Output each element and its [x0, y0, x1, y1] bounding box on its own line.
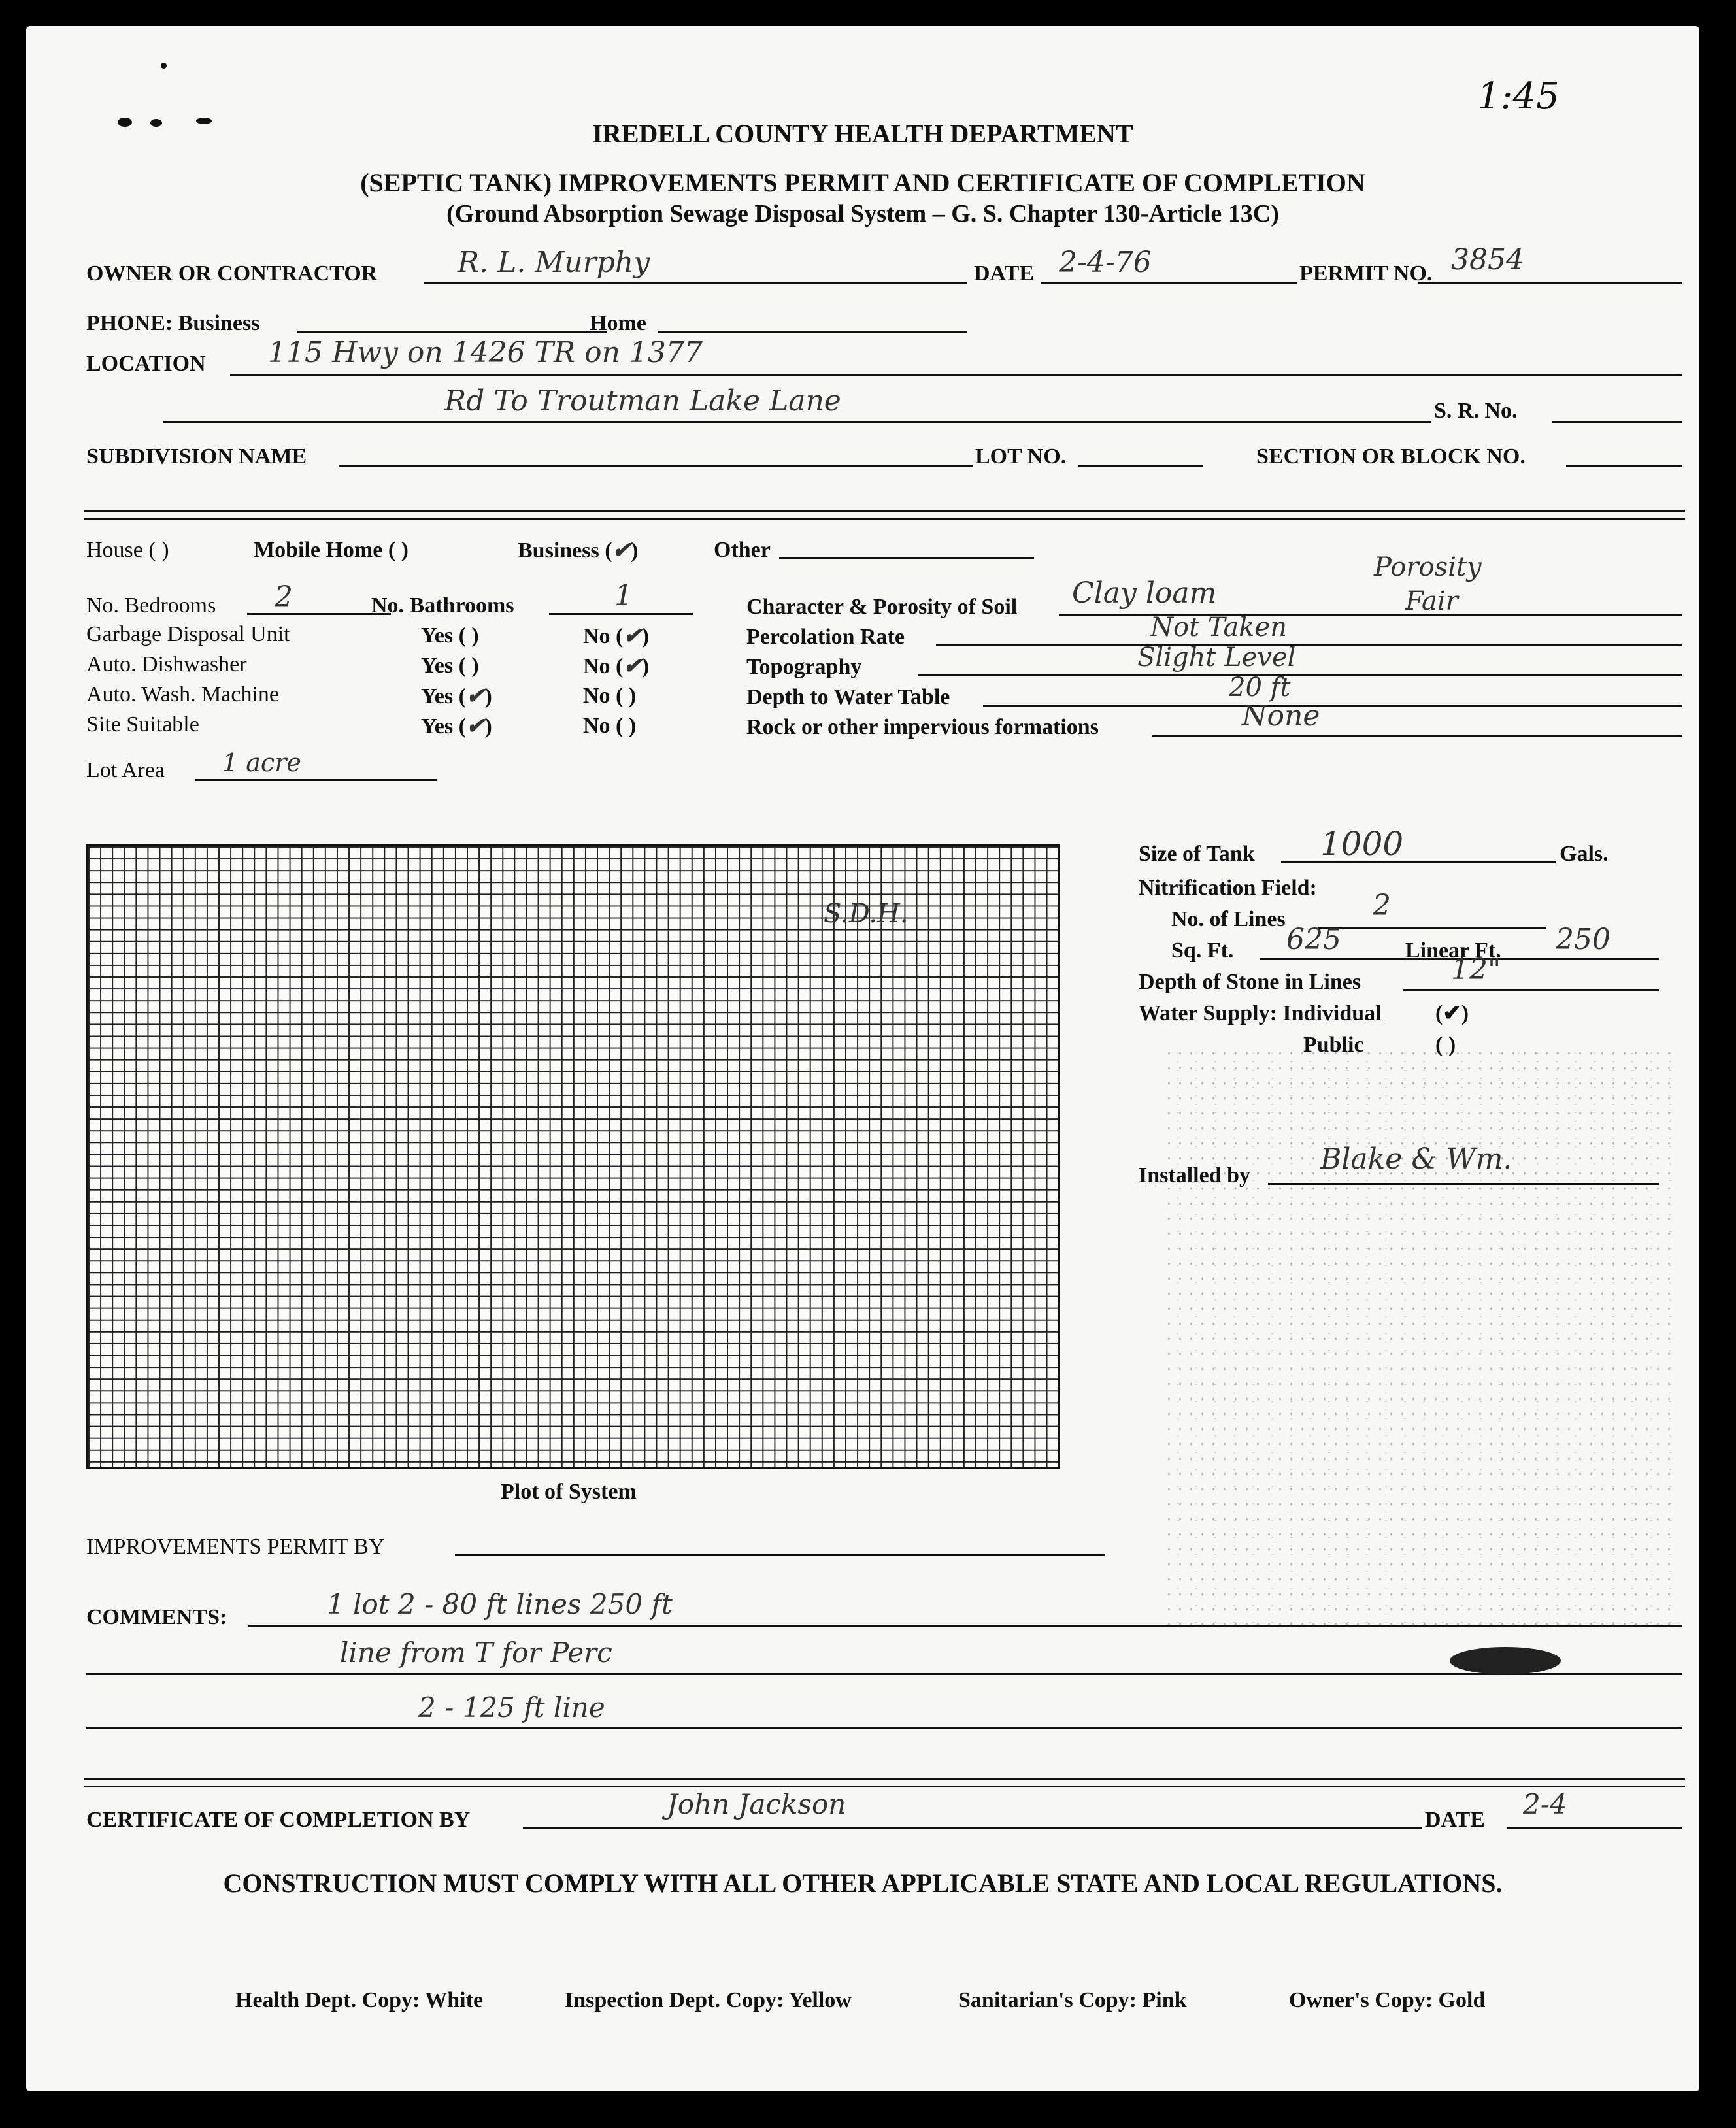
- bedrooms-line: [247, 613, 391, 615]
- certificate-label: CERTIFICATE OF COMPLETION BY: [86, 1808, 471, 1832]
- dishwasher-label: Auto. Dishwasher: [86, 652, 247, 676]
- percolation-label: Percolation Rate: [746, 625, 905, 649]
- washer-label: Auto. Wash. Machine: [86, 682, 280, 707]
- subdivision-label: SUBDIVISION NAME: [86, 444, 307, 469]
- washer-no[interactable]: No ( ): [583, 684, 637, 708]
- section-line[interactable]: [1566, 465, 1682, 467]
- ink-blot: [1450, 1647, 1561, 1674]
- porosity-note: Porosity: [1374, 552, 1482, 582]
- nitrification-label: Nitrification Field:: [1139, 876, 1317, 900]
- site-yes-close: ): [484, 714, 492, 739]
- comments-label: COMMENTS:: [86, 1605, 227, 1629]
- other-line[interactable]: [779, 557, 1034, 559]
- section-label: SECTION OR BLOCK NO.: [1256, 444, 1526, 469]
- water-individual-check[interactable]: (✔): [1435, 1001, 1469, 1025]
- stone-label: Depth of Stone in Lines: [1139, 970, 1361, 994]
- dishwasher-no-check: ✔: [623, 653, 642, 679]
- divider-top: [84, 510, 1685, 512]
- business-check: ✔: [612, 537, 631, 563]
- copy-inspection-dept: Inspection Dept. Copy: Yellow: [565, 1988, 852, 2012]
- linear-value[interactable]: 250: [1556, 923, 1611, 956]
- comments-line-3: [86, 1727, 1682, 1729]
- phone-business-line[interactable]: [297, 331, 607, 333]
- business-option[interactable]: [518, 539, 638, 562]
- business-option-label: Business (: [518, 539, 612, 563]
- site-no[interactable]: No ( ): [583, 714, 637, 738]
- stone-line: [1403, 989, 1659, 991]
- dishwasher-no-close: ): [641, 654, 650, 678]
- compliance-notice: CONSTRUCTION MUST COMPLY WITH ALL OTHER APPLICABLE STATE AND LOCAL REGULATIONS.: [223, 1869, 1503, 1898]
- garbage-yes[interactable]: Yes ( ): [421, 623, 479, 648]
- lot-line[interactable]: [1078, 465, 1203, 467]
- percolation-value[interactable]: Not Taken: [1150, 612, 1287, 642]
- washer-yes-close: ): [484, 684, 492, 708]
- location-label: LOCATION: [86, 352, 206, 376]
- site-yes-label: Yes (: [421, 714, 466, 739]
- date-label: DATE: [974, 261, 1034, 286]
- divider-bottom-2: [84, 1786, 1685, 1787]
- phone-home-label: Home: [590, 311, 646, 335]
- lot-area-line: [195, 779, 437, 781]
- certificate-date-value[interactable]: 2-4: [1523, 1788, 1567, 1820]
- garbage-no-label: No (: [583, 624, 624, 648]
- stone-value[interactable]: 12": [1451, 953, 1501, 986]
- site-label: Site Suitable: [86, 712, 199, 737]
- rock-label: Rock or other impervious formations: [746, 715, 1099, 739]
- dishwasher-yes[interactable]: Yes ( ): [421, 654, 479, 678]
- plot-grid[interactable]: [86, 844, 1060, 1469]
- certificate-line: [523, 1827, 1422, 1829]
- house-option[interactable]: House ( ): [86, 538, 169, 562]
- sqft-label: Sq. Ft.: [1171, 939, 1234, 963]
- garbage-no-close: ): [641, 624, 650, 648]
- water-table-label: Depth to Water Table: [746, 685, 950, 709]
- divider-top-2: [84, 518, 1685, 520]
- owner-value[interactable]: R. L. Murphy: [458, 246, 650, 279]
- copy-owner: Owner's Copy: Gold: [1289, 1988, 1486, 2012]
- soil-character-label: Character & Porosity of Soil: [746, 595, 1018, 619]
- garbage-label: Garbage Disposal Unit: [86, 622, 290, 646]
- water-table-value[interactable]: 20 ft: [1229, 673, 1291, 703]
- lot-area-label: Lot Area: [86, 758, 165, 782]
- date-value[interactable]: 2-4-76: [1059, 246, 1152, 279]
- water-public-label: Public: [1303, 1033, 1364, 1057]
- tank-size-value[interactable]: 1000: [1320, 825, 1404, 863]
- bedrooms-value[interactable]: 2: [275, 580, 293, 614]
- site-yes-check: ✔: [465, 713, 485, 739]
- soil-character-value[interactable]: Clay loam: [1072, 576, 1217, 610]
- bathrooms-line: [549, 613, 693, 615]
- lines-value[interactable]: 2: [1373, 889, 1391, 922]
- washer-yes-check: ✔: [465, 683, 485, 709]
- sqft-value[interactable]: 625: [1286, 923, 1341, 956]
- location-value-1[interactable]: 115 Hwy on 1426 TR on 1377: [268, 336, 703, 369]
- ink-speck: [161, 63, 167, 69]
- copy-health-dept: Health Dept. Copy: White: [235, 1988, 484, 2012]
- lines-line: [1318, 927, 1546, 929]
- permit-by-line[interactable]: [455, 1554, 1105, 1556]
- corner-note: 1:45: [1477, 75, 1560, 118]
- rock-line: [1152, 735, 1682, 737]
- divider-bottom: [84, 1778, 1685, 1780]
- certificate-date-label: DATE: [1425, 1808, 1485, 1832]
- site-yes[interactable]: [421, 715, 492, 738]
- comments-value-1[interactable]: 1 lot 2 - 80 ft lines 250 ft: [327, 1588, 673, 1620]
- permit-form: [26, 26, 1699, 2091]
- water-supply-label: Water Supply: Individual: [1139, 1001, 1382, 1025]
- lines-label: No. of Lines: [1171, 907, 1286, 931]
- topography-line: [918, 674, 1682, 676]
- rock-value[interactable]: None: [1242, 699, 1320, 733]
- percolation-line: [936, 644, 1682, 646]
- owner-line: [424, 282, 967, 284]
- water-table-line: [983, 705, 1682, 707]
- bathrooms-label: No. Bathrooms: [371, 593, 514, 618]
- business-option-close: ): [631, 539, 639, 563]
- bedrooms-label: No. Bedrooms: [86, 593, 216, 618]
- soil-character-value-2[interactable]: Fair: [1405, 586, 1458, 616]
- sr-label: S. R. No.: [1434, 399, 1518, 423]
- certificate-value[interactable]: John Jackson: [667, 1788, 846, 1820]
- water-public-check[interactable]: ( ): [1435, 1033, 1456, 1057]
- sr-line[interactable]: [1552, 421, 1682, 423]
- lot-label: LOT NO.: [975, 444, 1067, 469]
- topography-value[interactable]: Slight Level: [1137, 642, 1296, 673]
- phone-home-line[interactable]: [658, 331, 967, 333]
- garbage-no[interactable]: [583, 625, 649, 648]
- date-line: [1041, 282, 1297, 284]
- other-label: Other: [714, 538, 771, 562]
- topography-label: Topography: [746, 655, 862, 679]
- phone-business-label: PHONE: Business: [86, 311, 260, 335]
- garbage-no-check: ✔: [623, 623, 642, 649]
- comments-value-3[interactable]: 2 - 125 ft line: [418, 1691, 605, 1723]
- comments-value-2[interactable]: line from T for Perc: [340, 1637, 612, 1669]
- certificate-date-line: [1507, 1827, 1682, 1829]
- plot-caption: Plot of System: [501, 1480, 637, 1504]
- bathrooms-value[interactable]: 1: [614, 579, 633, 612]
- form-title: (SEPTIC TANK) IMPROVEMENTS PERMIT AND CERTIFICATE OF COMPLETION: [360, 168, 1365, 197]
- scan-noise: [1163, 1046, 1673, 1634]
- permit-line: [1418, 282, 1682, 284]
- dishwasher-no-label: No (: [583, 654, 624, 678]
- comments-line-2: [86, 1673, 1682, 1675]
- washer-yes-label: Yes (: [421, 684, 466, 708]
- agency-title: IREDELL COUNTY HEALTH DEPARTMENT: [592, 119, 1133, 148]
- location-line-1: [230, 374, 1682, 376]
- installed-value[interactable]: Blake & Wm.: [1320, 1142, 1512, 1176]
- owner-label: OWNER OR CONTRACTOR: [86, 261, 378, 286]
- permit-by-label: IMPROVEMENTS PERMIT BY: [86, 1535, 385, 1559]
- washer-yes[interactable]: [421, 685, 492, 708]
- location-line-2: [163, 421, 1431, 423]
- form-subtitle: (Ground Absorption Sewage Disposal System – G. S. Chapter 130-Article 13C): [446, 200, 1279, 227]
- tank-gals-label: Gals.: [1560, 842, 1609, 866]
- copy-sanitarian: Sanitarian's Copy: Pink: [958, 1988, 1187, 2012]
- permit-label: PERMIT NO.: [1299, 261, 1433, 286]
- linear-label: Linear Ft.: [1405, 939, 1501, 963]
- tank-size-label: Size of Tank: [1139, 842, 1255, 866]
- permit-value[interactable]: 3854: [1451, 243, 1524, 276]
- subdivision-line[interactable]: [339, 465, 973, 467]
- installed-label: Installed by: [1139, 1163, 1250, 1188]
- lot-area-value[interactable]: 1 acre: [222, 748, 301, 777]
- mobile-home-option[interactable]: Mobile Home ( ): [254, 538, 409, 562]
- plot-note: S.D.H.: [824, 899, 909, 929]
- dishwasher-no[interactable]: [583, 655, 649, 678]
- location-value-2[interactable]: Rd To Troutman Lake Lane: [444, 384, 841, 418]
